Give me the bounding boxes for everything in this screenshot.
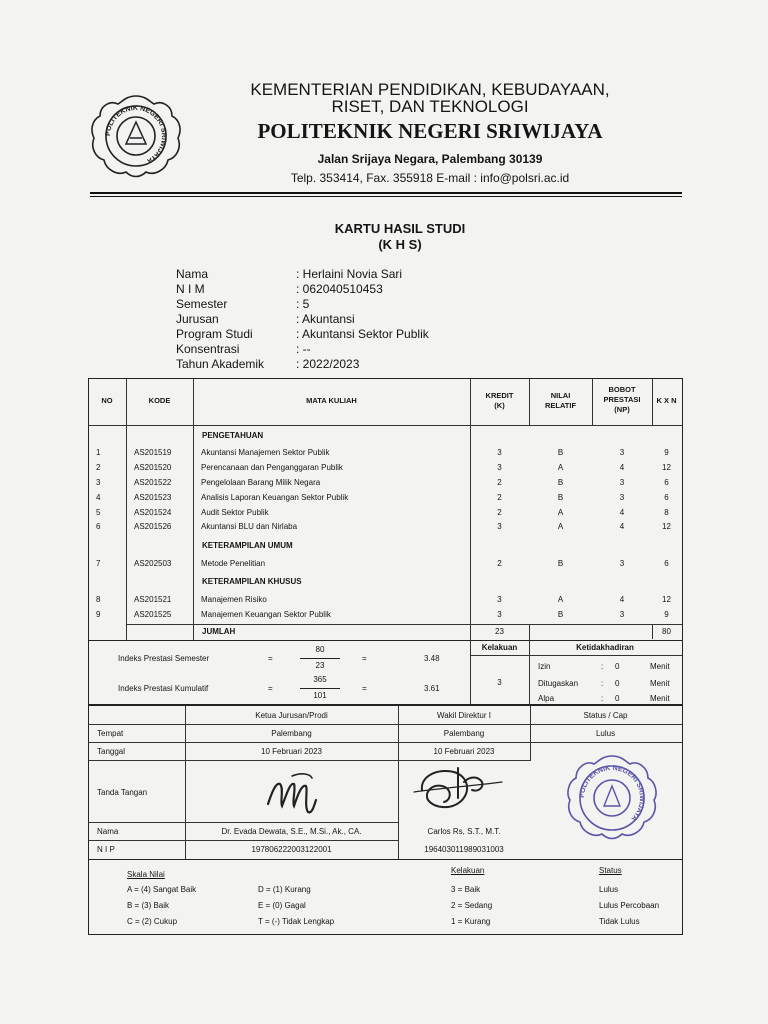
skala-item: B = (3) Baik xyxy=(127,901,170,910)
cell-kode: AS201521 xyxy=(134,595,172,604)
cell-np: 3 xyxy=(619,478,625,487)
skala-item: E = (0) Gagal xyxy=(258,901,306,910)
cell-kxn: 12 xyxy=(662,595,671,604)
info-label: Jurusan xyxy=(176,312,219,326)
document-title: KARTU HASIL STUDI xyxy=(334,221,466,236)
cell-kode: AS201525 xyxy=(134,610,172,619)
info-label: Nama xyxy=(176,267,209,281)
cell-no: 3 xyxy=(96,478,101,487)
ipk-fraction-bar xyxy=(300,688,340,689)
section-keterampilan-umum: KETERAMPILAN UMUM xyxy=(202,541,293,550)
cell-kxn: 9 xyxy=(664,610,669,619)
nip-wadir: 196403011989031003 xyxy=(424,845,504,854)
info-label: Semester xyxy=(176,297,228,311)
institution-logo xyxy=(88,92,184,178)
absence-unit: Menit xyxy=(650,662,670,671)
info-value: : Akuntansi xyxy=(296,312,355,326)
tempat-ketua: Palembang xyxy=(271,729,312,738)
cell-nilai: B xyxy=(557,493,564,502)
info-value: : -- xyxy=(296,342,311,356)
skala-title: Skala Nilai xyxy=(127,870,165,879)
info-value: : 2022/2023 xyxy=(296,357,360,371)
absence-name: Izin xyxy=(538,662,551,671)
header-nilai: NILAI xyxy=(550,391,571,400)
cell-no: 4 xyxy=(96,493,101,502)
svg-text:POLITEKNIK NEGERI SRIWIJAYA xyxy=(579,765,645,822)
header-kxn: K X N xyxy=(656,396,677,405)
table-row xyxy=(88,593,681,607)
skala-item: D = (1) Kurang xyxy=(258,885,311,894)
cell-mata-kuliah: Akuntansi BLU dan Nirlaba xyxy=(201,522,298,531)
cell-kredit: 3 xyxy=(497,610,502,619)
cell-kxn: 6 xyxy=(664,493,669,502)
table-row xyxy=(88,491,681,505)
nama-wadir: Carlos Rs, S.T., M.T. xyxy=(427,827,501,836)
status-item: Lulus Percobaan xyxy=(599,901,660,910)
document-subtitle: (K H S) xyxy=(378,237,422,252)
col-rule xyxy=(529,624,530,639)
cell-nilai: B xyxy=(557,478,564,487)
ips-denominator: 23 xyxy=(315,661,325,670)
ipk-numerator: 365 xyxy=(313,675,327,684)
absence-name: Alpa xyxy=(538,694,555,703)
cell-no: 7 xyxy=(96,559,101,568)
section-keterampilan-khusus: KETERAMPILAN KHUSUS xyxy=(202,577,302,586)
stamp-text: POLITEKNIK NEGERI SRIWIJAYA xyxy=(578,764,646,823)
absence-value: 0 xyxy=(615,662,620,671)
cell-mata-kuliah: Audit Sektor Publik xyxy=(201,508,269,517)
header-kredit-sub: (K) xyxy=(494,401,505,410)
sign-col-status: Status / Cap xyxy=(583,711,628,720)
jumlah-label: JUMLAH xyxy=(202,627,236,636)
cell-kode: AS201523 xyxy=(134,493,172,502)
cell-np: 4 xyxy=(619,522,625,531)
absence-sep: : xyxy=(601,662,604,671)
cell-no: 9 xyxy=(96,610,101,619)
absence-name: Ditugaskan xyxy=(538,679,579,688)
absence-sep: : xyxy=(601,694,604,703)
cell-np: 3 xyxy=(619,559,625,568)
cell-kredit: 3 xyxy=(497,463,502,472)
cell-kxn: 6 xyxy=(664,559,669,568)
skala-item: T = (-) Tidak Lengkap xyxy=(258,917,335,926)
info-value: : 5 xyxy=(296,297,310,311)
cell-np: 3 xyxy=(619,448,625,457)
skala-item: C = (2) Cukup xyxy=(127,917,178,926)
header-prestasi: PRESTASI xyxy=(603,395,641,404)
signature-ketua xyxy=(262,766,322,822)
tempat-wadir: Palembang xyxy=(443,729,485,738)
absence-value: 0 xyxy=(615,694,620,703)
info-value: : Herlaini Novia Sari xyxy=(296,267,403,281)
cell-kode: AS201522 xyxy=(134,478,172,487)
kelakuan-item: 1 = Kurang xyxy=(451,917,491,926)
cell-kxn: 8 xyxy=(664,508,669,517)
cell-kode: AS201526 xyxy=(134,522,172,531)
cell-nilai: A xyxy=(557,463,564,472)
absence-value: 0 xyxy=(615,679,620,688)
status-value: Lulus xyxy=(595,729,616,738)
info-label: Konsentrasi xyxy=(176,342,240,356)
ketidakhadiran-label: Ketidakhadiran xyxy=(576,643,634,652)
ips-label: Indeks Prestasi Semester xyxy=(118,654,210,663)
cell-nilai: B xyxy=(557,448,564,457)
header-mata-kuliah: MATA KULIAH xyxy=(306,396,357,405)
cell-nilai: A xyxy=(557,508,564,517)
absence-unit: Menit xyxy=(650,694,670,703)
summary-rule xyxy=(470,655,682,656)
cell-nilai: B xyxy=(557,610,564,619)
kelakuan-item: 3 = Baik xyxy=(451,885,481,894)
cell-no: 5 xyxy=(96,508,101,517)
jumlah-rule xyxy=(126,624,682,625)
tanggal-label: Tanggal xyxy=(97,747,126,756)
cell-no: 6 xyxy=(96,522,101,531)
ipk-value: 3.61 xyxy=(424,684,440,693)
cell-no: 2 xyxy=(96,463,101,472)
kelakuan-title: Kelakuan xyxy=(451,866,485,875)
jumlah-kredit: 23 xyxy=(495,627,504,636)
ipk-eq: = xyxy=(268,684,273,693)
cell-no: 8 xyxy=(96,595,101,604)
header-nilai-sub: RELATIF xyxy=(544,401,577,410)
ips-eq: = xyxy=(268,654,273,663)
jumlah-kxn: 80 xyxy=(662,627,671,636)
table-row xyxy=(88,461,681,475)
table-row xyxy=(88,446,681,460)
nip-ketua: 197806222003122001 xyxy=(251,845,332,854)
section-pengetahuan: PENGETAHUAN xyxy=(202,431,264,440)
cell-kxn: 12 xyxy=(662,463,671,472)
cell-mata-kuliah: Metode Penelitian xyxy=(201,559,266,568)
cell-nilai: B xyxy=(557,559,564,568)
tanggal-wadir: 10 Februari 2023 xyxy=(433,747,495,756)
header-rule-thin xyxy=(90,196,682,197)
nip-label: N I P xyxy=(97,845,115,854)
cell-kredit: 2 xyxy=(497,478,502,487)
kelakuan-item: 2 = Sedang xyxy=(451,901,493,910)
cell-nilai: A xyxy=(557,522,564,531)
header-np: (NP) xyxy=(614,405,630,414)
header-rule xyxy=(90,192,682,194)
official-stamp xyxy=(562,752,662,842)
tanggal-ketua: 10 Februari 2023 xyxy=(261,747,322,756)
cell-kredit: 3 xyxy=(497,595,502,604)
info-label: Tahun Akademik xyxy=(176,357,265,371)
cell-mata-kuliah: Pengelolaan Barang Milik Negara xyxy=(201,478,321,487)
tanda-tangan-label: Tanda Tangan xyxy=(97,788,148,797)
table-row xyxy=(88,476,681,490)
sign-col-wadir: Wakil Direktur I xyxy=(437,711,491,720)
status-title: Status xyxy=(599,866,622,875)
institution-address: Jalan Srijaya Negara, Palembang 30139 xyxy=(317,152,543,166)
header-kredit: KREDIT xyxy=(485,391,514,400)
sign-rule xyxy=(88,742,682,743)
cell-kredit: 2 xyxy=(497,493,502,502)
info-value: : Akuntansi Sektor Publik xyxy=(296,327,429,341)
ipk-denominator: 101 xyxy=(313,691,327,700)
ministry-line-2: RISET, DAN TEKNOLOGI xyxy=(331,97,529,116)
sign-rule xyxy=(88,822,399,823)
cell-mata-kuliah: Manajemen Risiko xyxy=(201,595,267,604)
ipk-label: Indeks Prestasi Kumulatif xyxy=(118,684,209,693)
ips-value: 3.48 xyxy=(424,654,440,663)
logo-text: POLITEKNIK NEGERI SRIWIJAYA xyxy=(104,104,168,165)
table-row xyxy=(88,506,681,520)
institution-contact: Telp. 353414, Fax. 355918 E-mail : info@polsri.ac.id xyxy=(290,171,570,185)
legend-box xyxy=(88,858,683,935)
cell-kode: AS201519 xyxy=(134,448,172,457)
table-row xyxy=(88,608,681,622)
info-value: : 062040510453 xyxy=(296,282,383,296)
cell-np: 3 xyxy=(619,493,625,502)
kelakuan-label: Kelakuan xyxy=(481,643,518,652)
info-label: N I M xyxy=(176,282,205,296)
cell-np: 3 xyxy=(619,610,625,619)
header-bobot: BOBOT xyxy=(608,385,636,394)
cell-no: 1 xyxy=(96,448,101,457)
nama-label: Nama xyxy=(97,827,119,836)
cell-kredit: 2 xyxy=(497,508,502,517)
sign-rule xyxy=(88,724,682,725)
ministry-line-1: KEMENTERIAN PENDIDIKAN, KEBUDAYAAN, xyxy=(250,80,610,99)
status-item: Tidak Lulus xyxy=(599,917,640,926)
cell-np: 4 xyxy=(619,508,625,517)
cell-kode: AS202503 xyxy=(134,559,172,568)
sign-rule xyxy=(88,760,530,761)
institution-name: POLITEKNIK NEGERI SRIWIJAYA xyxy=(257,119,603,143)
cell-nilai: A xyxy=(557,595,564,604)
skala-item: A = (4) Sangat Baik xyxy=(127,885,197,894)
sign-col-ketua: Ketua Jurusan/Prodi xyxy=(255,711,328,720)
ipk-eq2: = xyxy=(362,684,367,693)
ips-fraction-bar xyxy=(300,658,340,659)
info-label: Program Studi xyxy=(176,327,253,341)
absence-unit: Menit xyxy=(650,679,670,688)
sign-rule xyxy=(88,840,399,841)
absence-sep: : xyxy=(601,679,604,688)
tempat-label: Tempat xyxy=(97,729,124,738)
cell-kode: AS201524 xyxy=(134,508,172,517)
kelakuan-value: 3 xyxy=(497,678,502,687)
cell-kredit: 3 xyxy=(497,522,502,531)
cell-np: 4 xyxy=(619,595,625,604)
header-no: NO xyxy=(101,396,113,405)
ips-eq2: = xyxy=(362,654,367,663)
ips-numerator: 80 xyxy=(315,645,325,654)
cell-mata-kuliah: Perencanaan dan Penganggaran Publik xyxy=(201,463,343,472)
cell-kredit: 3 xyxy=(497,448,502,457)
cell-mata-kuliah: Akuntansi Manajemen Sektor Publik xyxy=(201,448,330,457)
cell-mata-kuliah: Analisis Laporan Keuangan Sektor Publik xyxy=(201,493,349,502)
cell-kxn: 6 xyxy=(664,478,669,487)
cell-np: 4 xyxy=(619,463,625,472)
cell-kode: AS201520 xyxy=(134,463,172,472)
signature-wadir xyxy=(412,762,506,820)
cell-kxn: 12 xyxy=(662,522,671,531)
table-row xyxy=(88,557,681,571)
header-kode: KODE xyxy=(148,396,171,405)
status-item: Lulus xyxy=(599,885,619,894)
cell-kredit: 2 xyxy=(497,559,502,568)
table-row xyxy=(88,520,681,534)
nama-ketua: Dr. Evada Dewata, S.E., M.Si., Ak., CA. xyxy=(221,827,362,836)
cell-kxn: 9 xyxy=(664,448,669,457)
cell-mata-kuliah: Manajemen Keuangan Sektor Publik xyxy=(201,610,331,619)
